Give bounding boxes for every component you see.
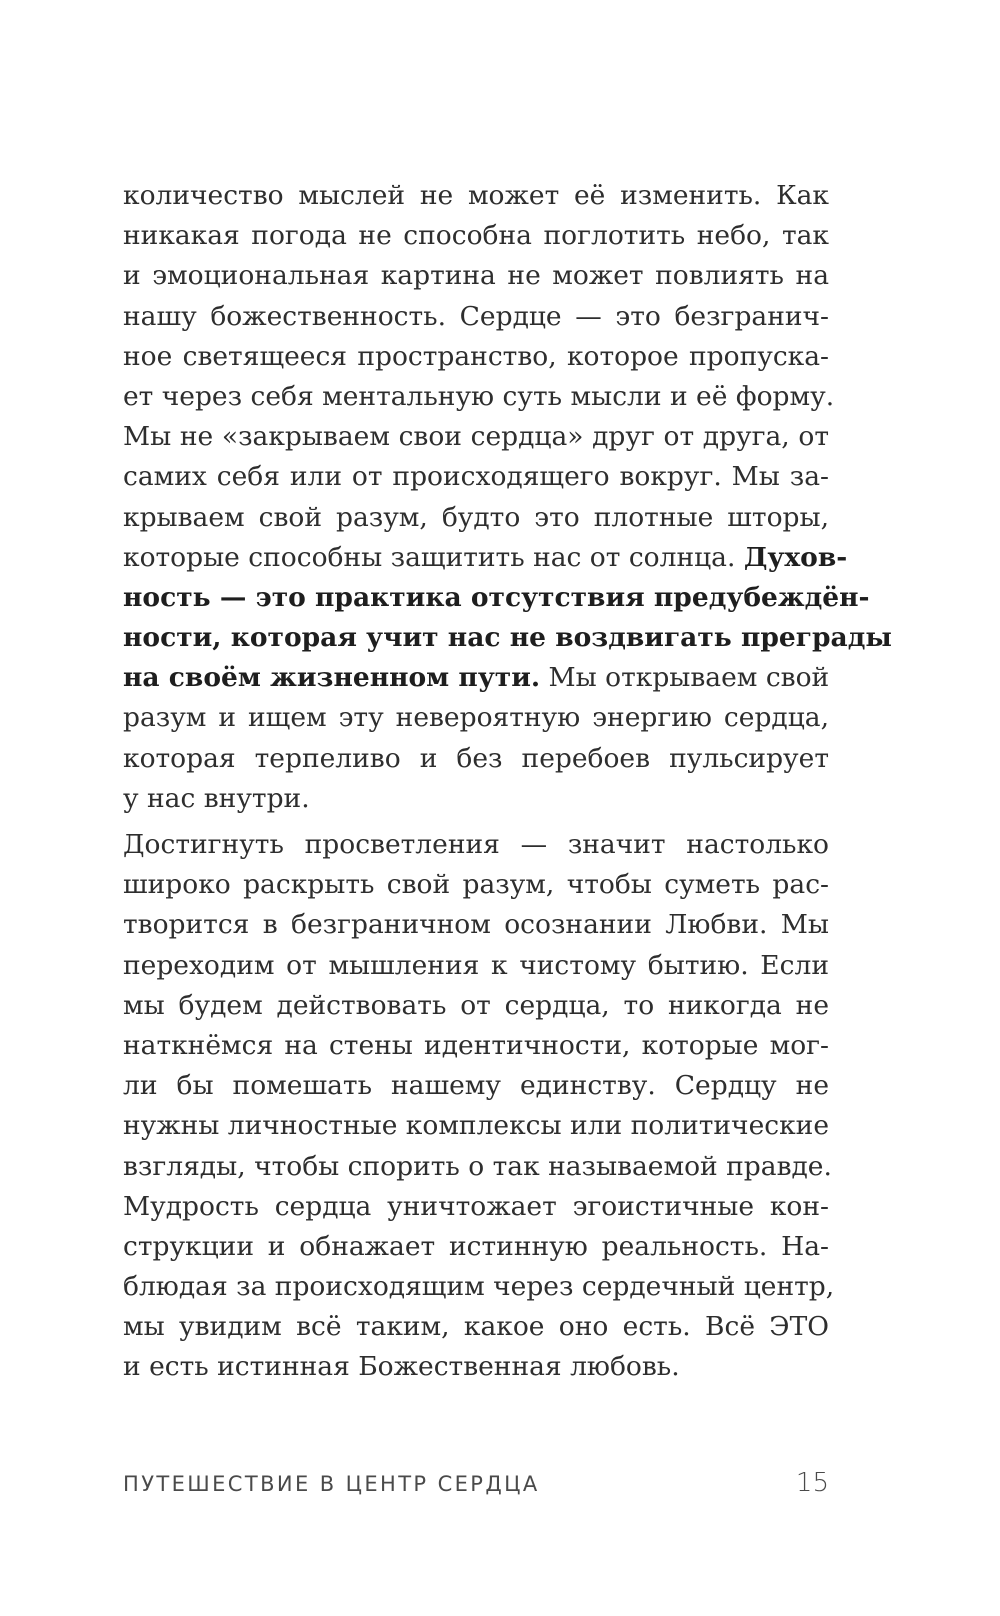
text-segment: мы увидим всё таким, какое оно есть. Всё ЭТО: [123, 1311, 829, 1343]
text-segment: никакая погода не способна поглотить небо, так: [123, 220, 829, 252]
text-line: [123, 1267, 835, 1307]
text-segment: которые способны защитить нас от солнца.: [123, 541, 744, 573]
emphasis-text: ности, которая учит нас не воздвигать преграды: [123, 622, 892, 654]
text-segment: Мы не «закрываем свои сердца» друг от друга, от: [123, 421, 829, 453]
text-segment: крываем свой разум, будто это плотные шторы,: [123, 501, 829, 533]
text-segment: Мудрость сердца уничтожает эгоистичные кон-: [123, 1190, 829, 1222]
text-segment: творится в безграничном осознании Любви. Мы: [123, 909, 829, 941]
text-segment: и есть истинная Божественная любовь.: [123, 1351, 680, 1383]
text-segment: самих себя или от происходящего вокруг. Мы за-: [123, 461, 829, 493]
text-line: [123, 946, 829, 986]
text-segment: мы будем действовать от сердца, то никогда не: [123, 989, 829, 1021]
text-segment: у нас внутри.: [123, 782, 310, 814]
emphasis-line: [123, 618, 892, 658]
text-line: [123, 538, 848, 578]
text-line: [123, 1187, 829, 1227]
text-line: [123, 216, 829, 256]
paragraph: [123, 825, 835, 1388]
page-number: 15: [795, 1468, 829, 1498]
text-segment: взгляды, чтобы спорить о так называемой правде.: [123, 1150, 832, 1182]
text-segment: ет через себя ментальную суть мысли и её форму.: [123, 380, 835, 412]
emphasis-text: Духов-: [743, 541, 848, 573]
text-line: [123, 417, 829, 457]
text-segment: которая терпеливо и без перебоев пульсирует: [123, 742, 829, 774]
text-line: [123, 1347, 829, 1387]
page-footer: [123, 1466, 829, 1506]
text-segment: Достигнуть просветления — значит настолько: [123, 829, 829, 860]
text-line: [123, 825, 829, 865]
text-line: [123, 297, 829, 337]
text-line: [123, 739, 829, 779]
text-line: [123, 337, 829, 377]
text-segment: блюдая за происходящим через сердечный центр,: [123, 1271, 835, 1303]
text-segment: ли бы помешать нашему единству. Сердцу не: [123, 1070, 829, 1102]
emphasis-text: ность — это практика отсутствия предубеждён-: [123, 581, 870, 613]
text-line: [123, 1066, 829, 1106]
text-line: [123, 1026, 829, 1066]
paragraph: [123, 176, 892, 819]
text-segment: количество мыслей не может её изменить. Как: [123, 180, 829, 211]
emphasis-line: [123, 578, 870, 618]
text-line: [123, 905, 829, 945]
text-line: [123, 1227, 829, 1267]
text-segment: и эмоциональная картина не может повлиять на: [123, 260, 829, 292]
text-line: [123, 986, 829, 1026]
text-line: [123, 377, 835, 417]
text-segment: нужны личностные комплексы или политические: [123, 1110, 830, 1142]
emphasis-text: на своём жизненном пути.: [123, 662, 541, 694]
text-segment: Мы открываем свой: [540, 662, 830, 694]
text-segment: нашу божественность. Сердце — это безгранич-: [123, 300, 829, 332]
text-line: [123, 1106, 829, 1146]
text-line: [123, 176, 829, 216]
text-line: [123, 865, 829, 905]
body-text: [123, 176, 892, 1388]
text-segment: наткнёмся на стены идентичности, которые мог-: [123, 1029, 829, 1061]
text-segment: переходим от мышления к чистому бытию. Если: [123, 949, 829, 981]
text-line: [123, 1147, 832, 1187]
text-line: [123, 698, 829, 738]
text-segment: широко раскрыть свой разум, чтобы суметь рас-: [123, 869, 829, 901]
text-line: [123, 658, 829, 698]
text-segment: разум и ищем эту невероятную энергию сердца,: [123, 702, 829, 734]
text-line: [123, 457, 829, 497]
text-line: [123, 1307, 829, 1347]
text-segment: ное светящееся пространство, которое пропуска-: [123, 340, 829, 372]
text-line: [123, 779, 829, 819]
text-line: [123, 498, 829, 538]
text-segment: струкции и обнажает истинную реальность. На-: [123, 1230, 829, 1262]
text-line: [123, 256, 829, 296]
running-title: ПУТЕШЕСТВИЕ В ЦЕНТР СЕРДЦА: [123, 1472, 540, 1496]
